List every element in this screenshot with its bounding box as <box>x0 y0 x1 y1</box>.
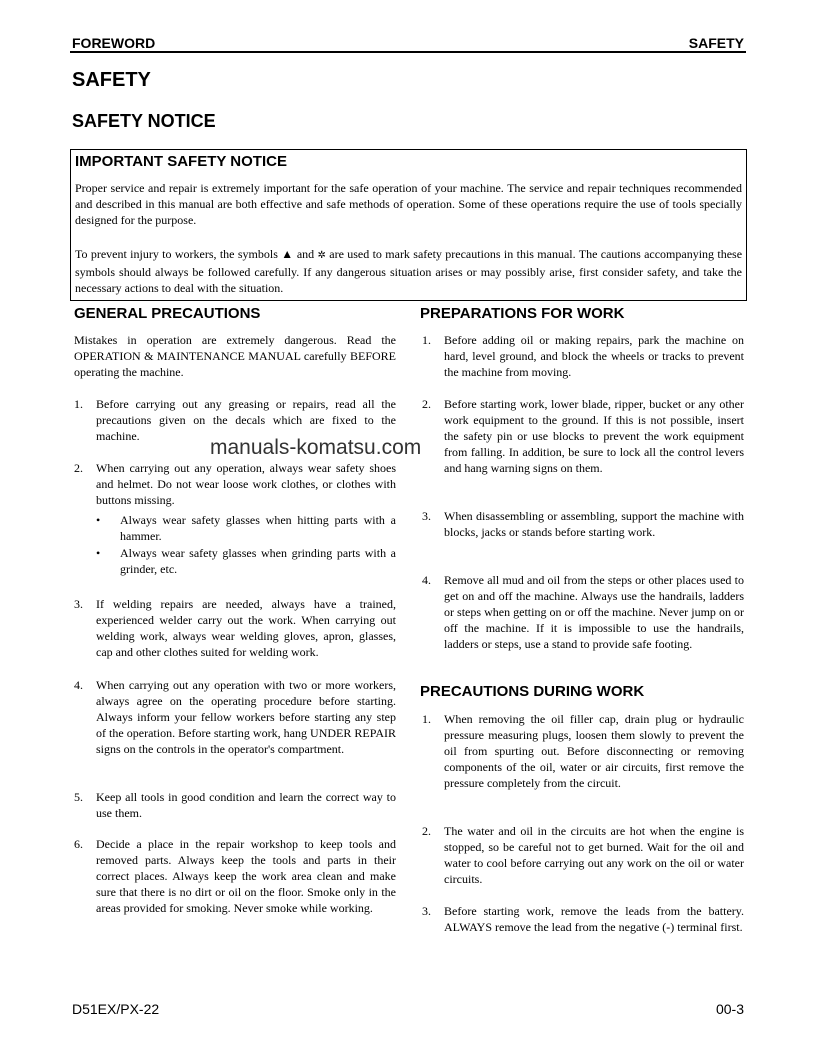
bullet-item: Always wear safety glasses when hitting parts with a hammer. <box>120 513 396 543</box>
notice-text: To prevent injury to workers, the symbols <box>75 247 278 261</box>
list-item: Before carrying out any greasing or repairs, read all the precautions given on the decals which are fixed to the machine. <box>96 397 396 443</box>
item-number: 2. <box>74 461 83 475</box>
item-number: 1. <box>422 333 431 347</box>
header-section: FOREWORD <box>72 35 156 51</box>
list-item: When disassembling or assembling, support the machine with blocks, jacks or stands before starting work. <box>444 509 744 539</box>
important-safety-notice-box <box>70 149 747 301</box>
header-chapter: SAFETY <box>688 35 744 51</box>
item-number: 3. <box>74 597 83 611</box>
list-item: If welding repairs are needed, always have a trained, experienced welder carry out the work. When carrying out welding work, always wear welding gloves, apron, glasses, cap and other clothes suited for welding work. <box>96 597 396 659</box>
notice-para-2 <box>75 246 742 296</box>
notice-heading: IMPORTANT SAFETY NOTICE <box>75 153 287 170</box>
footer-page-number: 00-3 <box>715 1001 744 1017</box>
list-item: Before starting work, lower blade, ripper, bucket or any other work equipment to the ground. If this is not possible, insert the safety pin or use blocks to prevent the work equipment from falling. In addition, be sure to lock all the control levers and hang warning signs on them. <box>444 397 744 475</box>
list-item: When carrying out any operation, always wear safety shoes and helmet. Do not wear loose work clothes, or clothes with buttons missing. <box>96 461 396 507</box>
bullet: • <box>96 546 101 560</box>
preparations-heading: PREPARATIONS FOR WORK <box>420 305 625 322</box>
list-item: The water and oil in the circuits are hot when the engine is stopped, so be careful not to get burned. Wait for the oil and water to cool before carrying out any work on the oil or water circuits. <box>444 824 744 886</box>
list-item: When removing the oil filler cap, drain plug or hydraulic pressure measuring plugs, loosen them slowly to prevent the oil from spurting out. Before disconnecting or removing components of the oil, water or air circuits, first remove the pressure completely from the circuit. <box>444 712 744 790</box>
general-precautions-heading: GENERAL PRECAUTIONS <box>74 305 261 322</box>
item-number: 5. <box>74 790 83 804</box>
watermark: manuals-komatsu.com <box>210 436 422 459</box>
item-number: 3. <box>422 509 431 523</box>
bullet: • <box>96 513 101 527</box>
list-item: Before starting work, remove the leads from the battery. ALWAYS remove the lead from the negative (-) terminal first. <box>444 904 744 934</box>
list-item: Remove all mud and oil from the steps or other places used to get on and off the machine. Always use the handrails, ladders or steps when getting on or off the machine. Never jump on or off the machine. If it is impossible to use the handrails, ladders or steps, use a stand to provide safe footing. <box>444 573 744 651</box>
warning-triangle-icon: ▲ <box>281 247 294 261</box>
section-title: SAFETY NOTICE <box>72 111 216 131</box>
page-title: SAFETY <box>72 69 151 91</box>
item-number: 2. <box>422 397 431 411</box>
notice-text: and <box>296 247 315 261</box>
list-item: Before adding oil or making repairs, park the machine on hard, level ground, and block the wheels or tracks to prevent the machine from moving. <box>444 333 744 379</box>
header-rule <box>70 51 746 53</box>
list-item: When carrying out any operation with two or more workers, always agree on the operating procedure before starting. Always inform your fellow workers before starting any step of the operation. Before starting work, hang UNDER REPAIR signs on the controls in the operator's compartment. <box>96 678 396 756</box>
notice-text: are used to mark safety precautions in this manual. The cautions accompanying these symbols should always be followed carefully. If any dangerous situation arises or may possibly arise, first consider safety, and take the necessary actions to deal with the situation. <box>75 247 743 295</box>
footer-model: D51EX/PX-22 <box>72 1001 160 1017</box>
item-number: 1. <box>422 712 431 726</box>
item-number: 2. <box>422 824 431 838</box>
list-item: Decide a place in the repair workshop to keep tools and removed parts. Always keep the tools and parts in their correct places. Always keep the work area clean and make sure that there is no dirt or oil on the floor. Smoke only in the areas provided for smoking. Never smoke while working. <box>96 837 396 915</box>
list-item: Keep all tools in good condition and learn the correct way to use them. <box>96 790 396 820</box>
bullet-item: Always wear safety glasses when grinding parts with a grinder, etc. <box>120 546 396 576</box>
notice-para-1: Proper service and repair is extremely important for the safe operation of your machine. The service and repair techniques recommended and described in this manual are both effective and safe methods of operation. Some of these operations require the use of tools specially designed for the purpose. <box>75 181 742 227</box>
item-number: 1. <box>74 397 83 411</box>
item-number: 4. <box>422 573 431 587</box>
item-number: 4. <box>74 678 83 692</box>
item-number: 6. <box>74 837 83 851</box>
item-number: 3. <box>422 904 431 918</box>
during-work-heading: PRECAUTIONS DURING WORK <box>420 683 645 700</box>
fire-hazard-icon: ✲ <box>317 250 326 261</box>
general-intro: Mistakes in operation are extremely dangerous. Read the OPERATION & MAINTENANCE MANUAL carefully BEFORE operating the machine. <box>74 333 396 379</box>
